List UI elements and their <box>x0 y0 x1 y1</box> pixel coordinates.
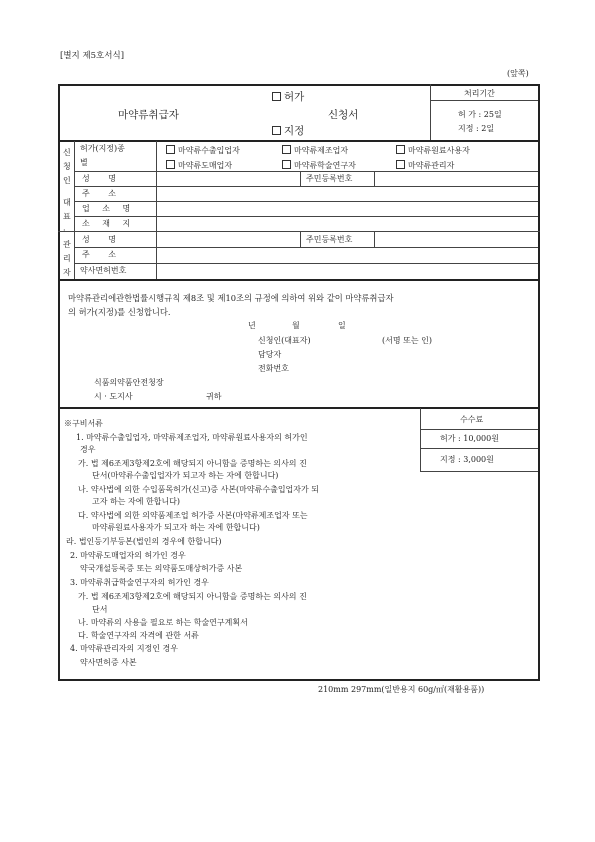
rep-resident-label: 주민등록번호 <box>306 235 353 244</box>
type-option-raw-material: 마약류원료사용자 <box>396 145 470 155</box>
statement-line-2: 의 허가(지정)를 신청합니다. <box>68 307 171 317</box>
fee-designation: 지정 : 3,000원 <box>440 455 494 464</box>
docs-header: ※구비서류 <box>64 419 103 428</box>
applicant-resident-divider <box>374 171 375 186</box>
pharmacist-license-label: 약사면허번호 <box>80 266 127 275</box>
rep-name-divider <box>300 231 301 247</box>
row-line-5 <box>74 247 538 248</box>
checkbox-type-3[interactable] <box>166 160 175 169</box>
processing-header: 처리기간 <box>464 89 495 98</box>
statement-bottom-border <box>58 407 540 409</box>
checkbox-type-4[interactable] <box>282 160 291 169</box>
sign-note: (서명 또는 인) <box>382 336 432 345</box>
date-year: 년 <box>248 321 256 330</box>
date-month: 월 <box>292 321 300 330</box>
doc-item: 고자 하는 자에 한합니다) <box>92 497 181 506</box>
processing-license: 허 가 : 25일 <box>458 110 502 119</box>
phone-label: 전화번호 <box>258 364 289 373</box>
doc-item: 다. 약사법에 의한 의약품제조업 허가증 사본(마약류제조업자 또는 <box>78 511 308 520</box>
fee-box-left <box>420 408 421 472</box>
doc-item: 1. 마약류수출입업자, 마약류제조업자, 마약류원료사용자의 허가인 <box>76 433 308 442</box>
type-option-manufacturer: 마약류제조업자 <box>282 145 348 155</box>
addressee-suffix: 귀하 <box>206 392 222 401</box>
doc-item: 4. 마약류관리자의 지정인 경우 <box>70 644 178 653</box>
business-name-label: 업 소 명 <box>82 204 136 213</box>
type-option-manager: 마약류관리자 <box>396 160 454 170</box>
checkbox-type-5[interactable] <box>396 160 405 169</box>
doc-item: 가. 법 제6조제3항제2호에 해당되지 아니함을 증명하는 의사의 진 <box>78 592 307 601</box>
applicant-address-label: 주 소 <box>82 189 124 198</box>
doc-item: 다. 학술연구자의 자격에 관한 서류 <box>78 631 199 640</box>
row-line-1 <box>74 171 538 172</box>
location-label: 소 재 지 <box>82 219 136 228</box>
title-bottom-border <box>58 140 540 142</box>
statement-line-1: 마약류관리에관한법률시행규칙 제8조 및 제10조의 규정에 의하여 위와 같이 마약류취급자 <box>68 293 394 303</box>
fee-header: 수수료 <box>460 415 484 424</box>
page-side-label: (앞쪽) <box>507 69 529 78</box>
row-line-2 <box>74 186 538 187</box>
checkbox-type-2[interactable] <box>396 145 405 154</box>
form-top-border <box>58 84 540 86</box>
fee-license: 허가 : 10,000원 <box>440 434 499 443</box>
checkbox-license[interactable] <box>272 92 281 101</box>
processing-divider <box>430 84 431 140</box>
doc-item: 나. 약사법에 의한 수입품목허가(신고)증 사본(마약류수출입업자가 되 <box>78 485 320 494</box>
type-label-line1: 허가(지정)종 <box>80 144 125 153</box>
form-right-border <box>538 84 540 680</box>
form-title: 마약류취급자 <box>118 109 179 121</box>
fee-box-bottom <box>420 471 538 472</box>
processing-header-line <box>430 100 538 101</box>
doc-item: 약사면허증 사본 <box>80 658 137 667</box>
doc-item: 단서(마약류수출입업자가 되고자 하는 자에 한합니다) <box>92 471 279 480</box>
form-bottom-border <box>58 679 540 681</box>
manager-label: 담당자 <box>258 350 282 359</box>
doc-item: 3. 마약류취급학술연구자의 허가인 경우 <box>70 578 209 587</box>
fee-header-line <box>420 429 538 430</box>
applicant-name-label: 성 명 <box>82 174 124 183</box>
fee-row-line <box>420 448 538 449</box>
section-col-divider <box>74 141 75 279</box>
type-label-line2: 별 <box>80 158 88 167</box>
option-license: 허가 <box>272 92 304 103</box>
type-option-wholesaler: 마약류도매업자 <box>166 160 232 170</box>
addressee-line-1: 식품의약품안전청장 <box>94 378 164 387</box>
processing-designation: 지정 : 2일 <box>458 124 495 133</box>
applicant-resident-label: 주민등록번호 <box>306 174 353 183</box>
row-line-6 <box>74 263 538 264</box>
type-option-export-import: 마약류수출입업자 <box>166 145 240 155</box>
doc-item: 경우 <box>80 445 96 454</box>
checkbox-type-1[interactable] <box>282 145 291 154</box>
checkbox-designation[interactable] <box>272 126 281 135</box>
option-designation: 지정 <box>272 126 304 137</box>
rep-resident-divider <box>374 231 375 247</box>
doc-item: 2. 마약류도매업자의 허가인 경우 <box>70 551 186 560</box>
doc-item: 라. 법인등기부등본(법인의 경우에 한합니다) <box>66 537 222 546</box>
rep-name-label: 성 명 <box>82 235 124 244</box>
form-left-border <box>58 84 60 680</box>
checkbox-type-0[interactable] <box>166 145 175 154</box>
signer-label: 신청인(대표자) <box>258 336 311 345</box>
applicant-section-label: 신청인 <box>63 148 71 185</box>
doc-item: 약국개설등록증 또는 의약품도매상허가증 사본 <box>80 564 243 573</box>
applicant-name-divider <box>300 171 301 186</box>
doc-item: 단서 <box>92 605 108 614</box>
doc-item: 마약류원료사용자가 되고자 하는 자에 한합니다) <box>92 523 260 532</box>
form-number: [별지 제5호서식] <box>60 51 125 61</box>
paper-spec: 210mm 297mm(일반용지 60g/㎡(재활용품)) <box>318 685 485 694</box>
doc-item: 가. 법 제6조제3항제2호에 해당되지 아니함을 증명하는 의사의 진 <box>78 459 307 468</box>
rep-address-label: 주 소 <box>82 250 124 259</box>
doc-item: 나. 마약류의 사용을 필요로 하는 학술연구계획서 <box>78 618 248 627</box>
form-title-suffix: 신청서 <box>328 109 359 121</box>
type-option-researcher: 마약류학술연구자 <box>282 160 356 170</box>
row-line-3 <box>74 201 538 202</box>
row-line-4 <box>74 216 538 217</box>
info-bottom-border <box>58 279 540 281</box>
label-col-divider <box>156 141 157 279</box>
section-line-applicant <box>58 231 540 232</box>
rep-section-label: 대표·관리자 <box>63 198 71 277</box>
date-day: 일 <box>338 321 346 330</box>
addressee-line-2: 시 · 도지사 <box>94 392 133 401</box>
